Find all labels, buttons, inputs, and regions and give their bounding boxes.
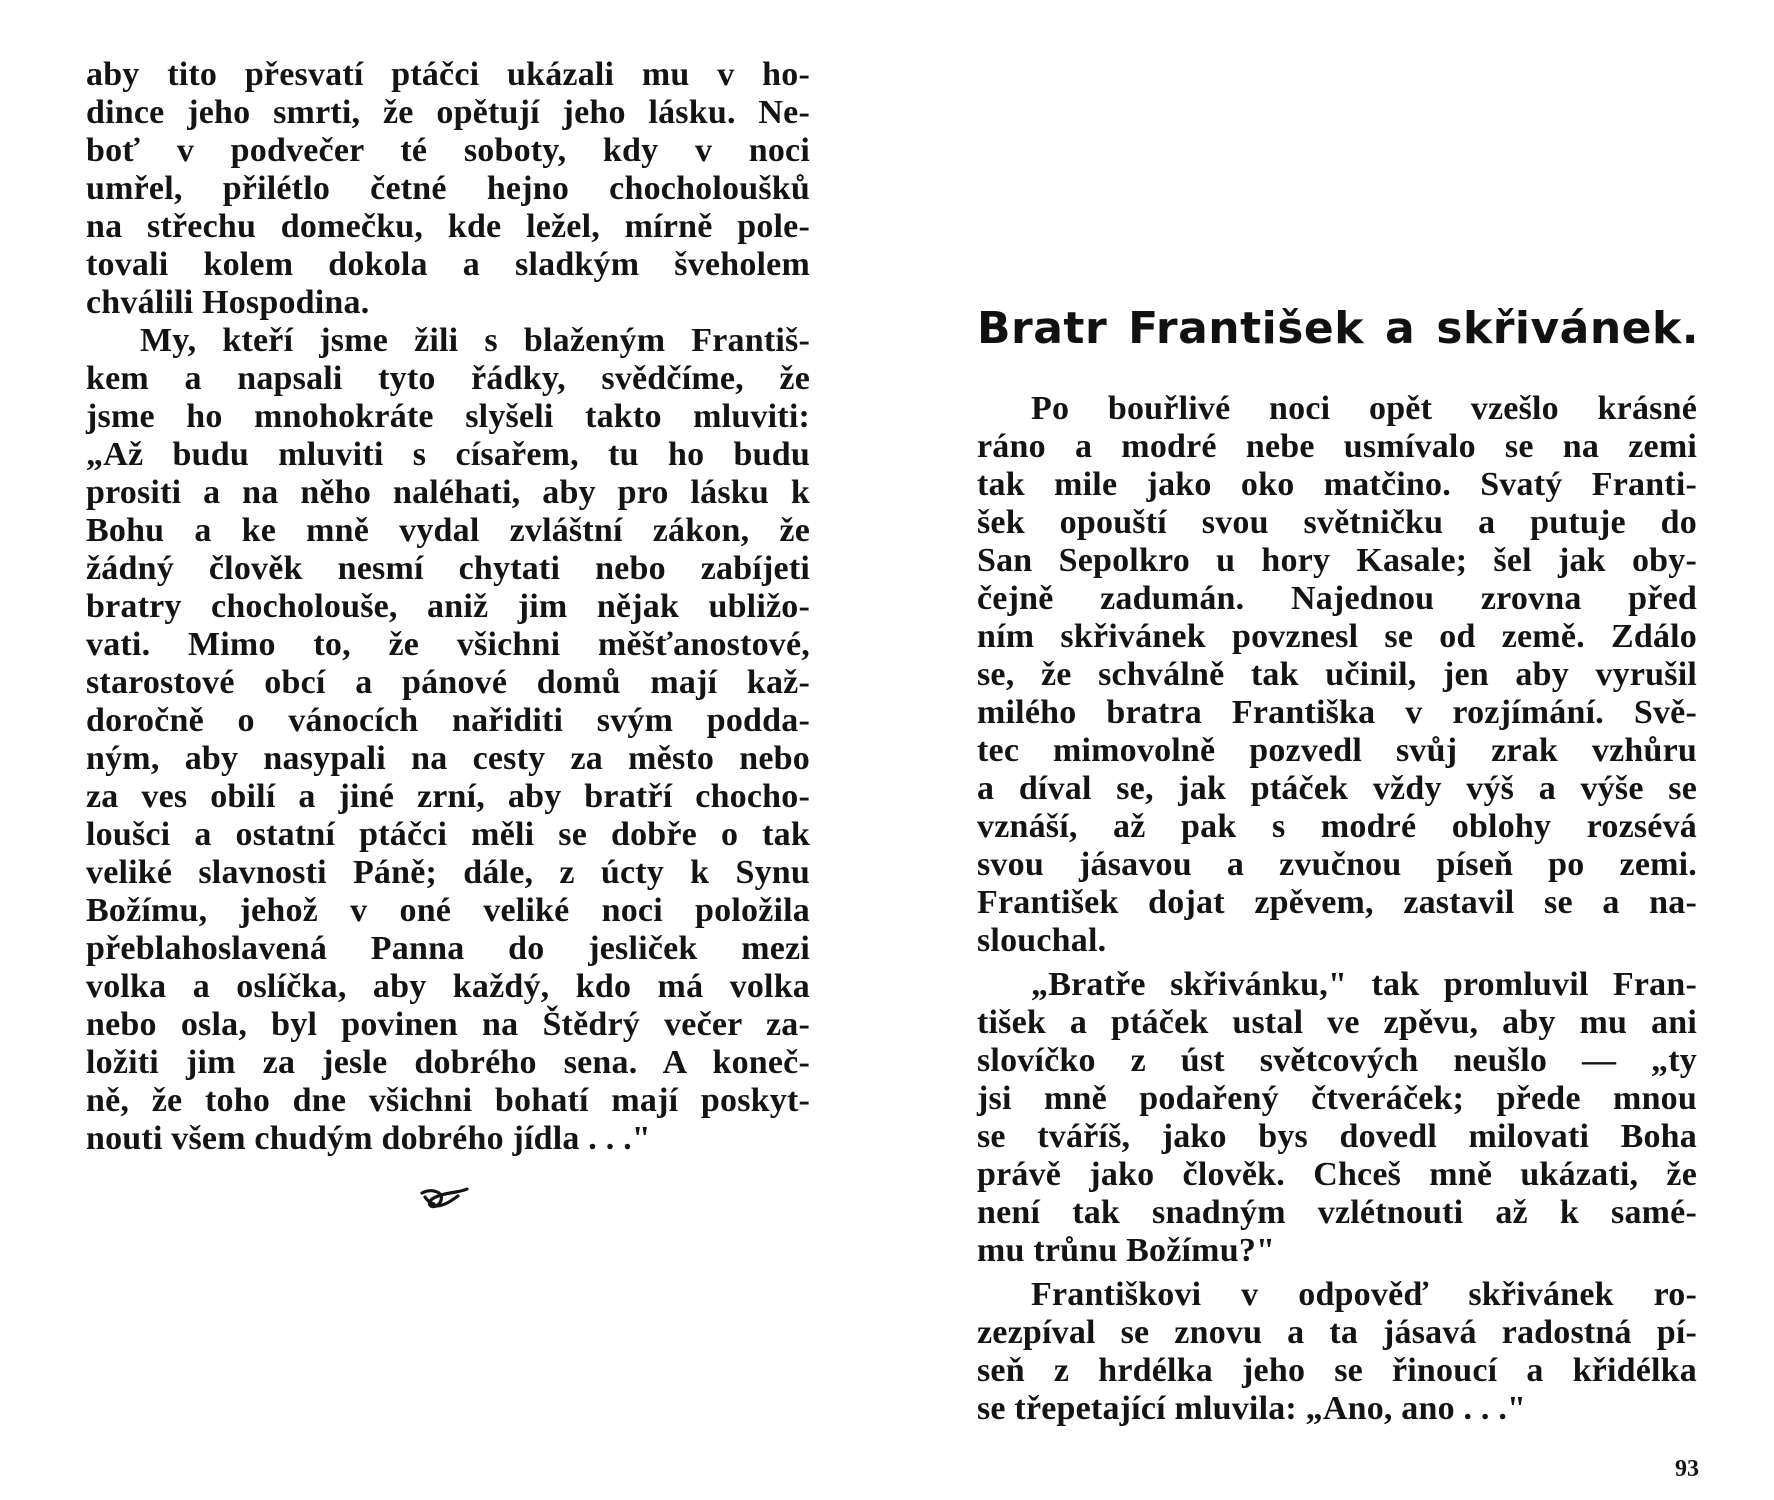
- text-line: ným, aby nasypali na cesty za město nebo: [86, 740, 810, 777]
- text-line: přeblahoslavená Panna do jesliček mezi: [86, 930, 810, 967]
- text-line: vznáší, až pak s modré oblohy rozsévá: [977, 808, 1697, 845]
- text-line: tec mimovolně pozvedl svůj zrak vzhůru: [977, 732, 1697, 769]
- text-line: tišek a ptáček ustal ve zpěvu, aby mu ani: [977, 1004, 1697, 1041]
- text-line: tak mile jako oko matčino. Svatý Franti-: [977, 466, 1697, 503]
- text-line: Božímu, jehož v oné veliké noci položila: [86, 892, 810, 929]
- text-line: starostové obcí a pánové domů mají kaž-: [86, 664, 810, 701]
- text-line: ně, že toho dne všichni bohatí mají poskyt-: [86, 1082, 810, 1119]
- text-line: za ves obilí a jiné zrní, aby bratří chocho-: [86, 778, 810, 815]
- text-line: loušci a ostatní ptáčci měli se dobře o tak: [86, 816, 810, 853]
- text-line: jsme ho mnohokráte slyšeli takto mluviti:: [86, 398, 810, 435]
- chapter-title: Bratr František a skřivánek.: [977, 303, 1699, 354]
- text-line: chválili Hospodina.: [86, 284, 370, 321]
- text-line: Po bouřlivé noci opět vzešlo krásné: [1031, 390, 1697, 427]
- text-line: kem a napsali tyto řádky, svědčíme, že: [86, 360, 810, 397]
- page-number: 93: [1675, 1456, 1699, 1482]
- text-line: mu trůnu Božímu?": [977, 1232, 1276, 1269]
- text-line: umřel, přilétlo četné hejno chocholoušků: [86, 170, 810, 207]
- text-line: svou jásavou a zvučnou píseň po zemi.: [977, 846, 1697, 883]
- text-line: jsi mně podařený čtveráček; přede mnou: [977, 1080, 1697, 1117]
- text-line: se třepetající mluvila: „Ano, ano . . .": [977, 1390, 1527, 1427]
- right-page: [887, 0, 1774, 1500]
- text-line: „Až budu mluviti s císařem, tu ho budu: [86, 436, 810, 473]
- text-line: na střechu domečku, kde ležel, mírně pole-: [86, 208, 810, 245]
- text-line: boť v podvečer té soboty, kdy v noci: [86, 132, 810, 169]
- text-line: slouchal.: [977, 922, 1107, 959]
- text-line: František dojat zpěvem, zastavil se a na-: [977, 884, 1697, 921]
- text-line: prositi a na něho naléhati, aby pro lásku k: [86, 474, 810, 511]
- text-line: žádný člověk nesmí chytati nebo zabíjeti: [86, 550, 810, 587]
- text-line: se, že schválně tak učinil, jen aby vyrušil: [977, 656, 1697, 693]
- text-line: bratry chocholouše, aniž jim nějak ubližo-: [86, 588, 810, 625]
- text-line: My, kteří jsme žili s blaženým Františ-: [140, 322, 810, 359]
- text-line: šek opouští svou světničku a putuje do: [977, 504, 1697, 541]
- text-line: volka a oslíčka, aby každý, kdo má volka: [86, 968, 810, 1005]
- right-text-column: [977, 390, 1697, 1428]
- text-line: právě jako člověk. Chceš mně ukázati, že: [977, 1156, 1697, 1193]
- text-line: a díval se, jak ptáček vždy výš a výše se: [977, 770, 1697, 807]
- text-line: Františkovi v odpověď skřivánek ro-: [1031, 1276, 1697, 1313]
- left-text-column: [86, 56, 810, 1158]
- text-line: milého bratra Františka v rozjímání. Svě-: [977, 694, 1697, 731]
- text-line: ložiti jim za jesle dobrého sena. A koneč-: [86, 1044, 810, 1081]
- text-line: vati. Mimo to, že všichni měšťanostové,: [86, 626, 810, 663]
- text-line: Bohu a ke mně vydal zvláštní zákon, že: [86, 512, 810, 549]
- text-line: slovíčko z úst světcových neušlo — „ty: [977, 1042, 1697, 1079]
- text-line: veliké slavnosti Páně; dále, z úcty k Synu: [86, 854, 810, 891]
- text-line: ním skřivánek povznesl se od země. Zdálo: [977, 618, 1697, 655]
- text-line: není tak snadným vzlétnouti až k samé-: [977, 1194, 1697, 1231]
- text-line: čejně zadumán. Najednou zrovna před: [977, 580, 1697, 617]
- text-line: tovali kolem dokola a sladkým šveholem: [86, 246, 810, 283]
- text-line: „Bratře skřivánku," tak promluvil Fran-: [1031, 966, 1697, 1003]
- text-line: aby tito přesvatí ptáčci ukázali mu v ho-: [86, 56, 810, 93]
- text-line: zezpíval se znovu a ta jásavá radostná pí-: [977, 1314, 1697, 1351]
- ornament-flourish-icon: [418, 1184, 470, 1214]
- text-line: seň z hrdélka jeho se řinoucí a křidélka: [977, 1352, 1697, 1389]
- text-line: se tváříš, jako bys dovedl milovati Boha: [977, 1118, 1697, 1155]
- text-line: nebo osla, byl povinen na Štědrý večer za-: [86, 1006, 810, 1043]
- text-line: ráno a modré nebe usmívalo se na zemi: [977, 428, 1697, 465]
- text-line: San Sepolkro u hory Kasale; šel jak oby-: [977, 542, 1697, 579]
- text-line: doročně o vánocích nařiditi svým podda-: [86, 702, 810, 739]
- text-line: dince jeho smrti, že opětují jeho lásku. Ne-: [86, 94, 810, 131]
- text-line: nouti všem chudým dobrého jídla . . .": [86, 1120, 651, 1157]
